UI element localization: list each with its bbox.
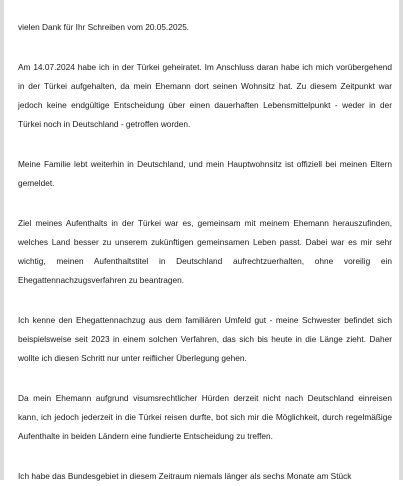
paragraph-spouse-reunification: Ich kenne den Ehegattennachzug aus dem familiären Umfeld gut - meine Schwester befindet sich beispielsweise seit 2023 in einem solchen Verfahren, das sich bis heute in die Länge zieht. Daher wollte ich diesen Schritt nur unter reiflicher Überlegung gehen. [18,315,392,363]
letter-body [18,18,392,486]
paragraph-federal-territory: Ich habe das Bundesgebiet in diesem Zeitraum niemals länger als sechs Monate am Stück [18,471,352,481]
paragraph-visa-hurdles: Da mein Ehemann aufgrund visumsrechtlicher Hürden derzeit nicht nach Deutschland einreisen kann, ich jedoch jederzeit in die Türkei reisen durfte, bot sich mir die Möglichkeit, durch regelmäßige Aufenthalte in beiden Ländern eine fundierte Entscheidung zu treffen. [18,393,392,441]
salutation-line: vielen Dank für Ihr Schreiben vom 20.05.2025. [18,22,190,32]
paragraph-marriage: Am 14.07.2024 habe ich in der Türkei geheiratet. Im Anschluss daran habe ich mich vorübergehend in der Türkei aufgehalten, da mein Ehemann dort seinen Wohnsitz hat. Zu diesem Zeitpunkt war jedoch keine endgültige Entscheidung über einen dauerhaften Lebensmittelpunkt - weder in der Türkei noch in Deutschland - getroffen worden. [18,62,392,129]
paragraph-family-residence: Meine Familie lebt weiterhin in Deutschland, und mein Hauptwohnsitz ist offiziell bei meinen Eltern gemeldet. [18,159,392,188]
paragraph-stay-purpose: Ziel meines Aufenthalts in der Türkei war es, gemeinsam mit meinem Ehemann herauszufinden, welches Land besser zu unserem zukünftigen gemeinsamen Leben passt. Dabei war es mir sehr wichtig, meinen Aufenthaltstitel in Deutschland aufrechtzuerhalten, ohne voreilig ein Ehegattennachzugsverfahren zu beantragen. [18,218,392,285]
